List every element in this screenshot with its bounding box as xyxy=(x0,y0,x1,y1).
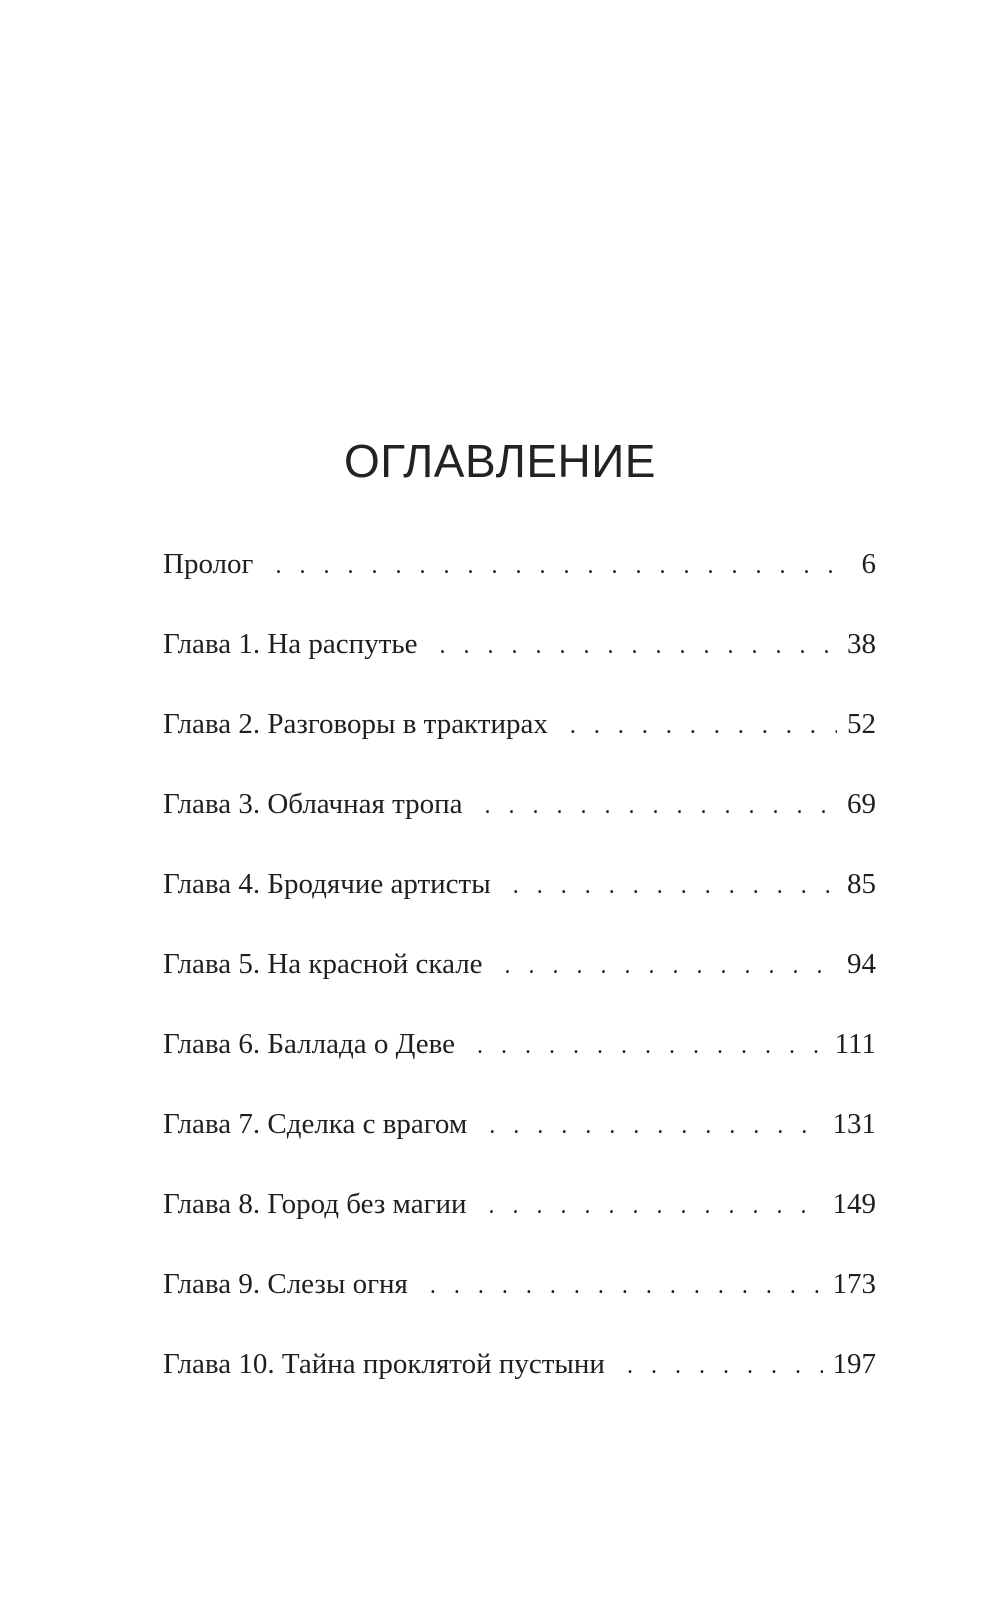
dot-leader xyxy=(477,1030,825,1062)
dot-leader xyxy=(505,950,837,982)
toc-entry-title: Глава 1. На распутье xyxy=(163,628,418,660)
toc-entry-title: Глава 8. Город без магии xyxy=(163,1188,467,1220)
toc-page-number: 69 xyxy=(847,788,876,820)
toc-entry-chapter-3 xyxy=(163,788,876,868)
toc-entry-title: Глава 5. На красной скале xyxy=(163,948,483,980)
toc-entry-title: Глава 3. Облачная тропа xyxy=(163,788,463,820)
dot-leader xyxy=(430,1270,823,1302)
toc-page-number: 197 xyxy=(832,1348,876,1380)
dot-leader xyxy=(570,710,837,742)
table-of-contents xyxy=(163,548,876,1428)
toc-entry-title: Глава 9. Слезы огня xyxy=(163,1268,408,1300)
toc-page-number: 85 xyxy=(847,868,876,900)
toc-page-number: 131 xyxy=(832,1108,876,1140)
toc-page-number: 111 xyxy=(834,1028,876,1060)
toc-entry-chapter-8 xyxy=(163,1188,876,1268)
toc-entry-chapter-9 xyxy=(163,1268,876,1348)
toc-entry-chapter-1 xyxy=(163,628,876,708)
toc-page-number: 6 xyxy=(861,548,876,580)
toc-entry-title: Глава 4. Бродячие артисты xyxy=(163,868,491,900)
toc-page-number: 38 xyxy=(847,628,876,660)
dot-leader xyxy=(489,1190,823,1222)
toc-entry-prologue xyxy=(163,548,876,628)
toc-entry-chapter-4 xyxy=(163,868,876,948)
dot-leader xyxy=(489,1110,822,1142)
dot-leader xyxy=(485,790,837,822)
toc-entry-chapter-2 xyxy=(163,708,876,788)
dot-leader xyxy=(513,870,837,902)
page-title: ОГЛАВЛЕНИЕ xyxy=(344,435,656,487)
dot-leader xyxy=(275,550,851,582)
toc-entry-chapter-6 xyxy=(163,1028,876,1108)
toc-entry-chapter-10 xyxy=(163,1348,876,1428)
toc-entry-chapter-7 xyxy=(163,1108,876,1188)
toc-page-number: 52 xyxy=(847,708,876,740)
toc-entry-title: Глава 6. Баллада о Деве xyxy=(163,1028,455,1060)
toc-page-number: 94 xyxy=(847,948,876,980)
dot-leader xyxy=(439,630,837,662)
toc-page-number: 173 xyxy=(832,1268,876,1300)
toc-entry-title: Глава 7. Сделка с врагом xyxy=(163,1108,468,1140)
toc-entry-title: Глава 2. Разговоры в трактирах xyxy=(163,708,548,740)
toc-entry-chapter-5 xyxy=(163,948,876,1028)
toc-entry-title: Глава 10. Тайна проклятой пустыни xyxy=(163,1348,605,1380)
toc-page-number: 149 xyxy=(832,1188,876,1220)
dot-leader xyxy=(627,1350,823,1382)
toc-entry-title: Пролог xyxy=(163,548,254,580)
